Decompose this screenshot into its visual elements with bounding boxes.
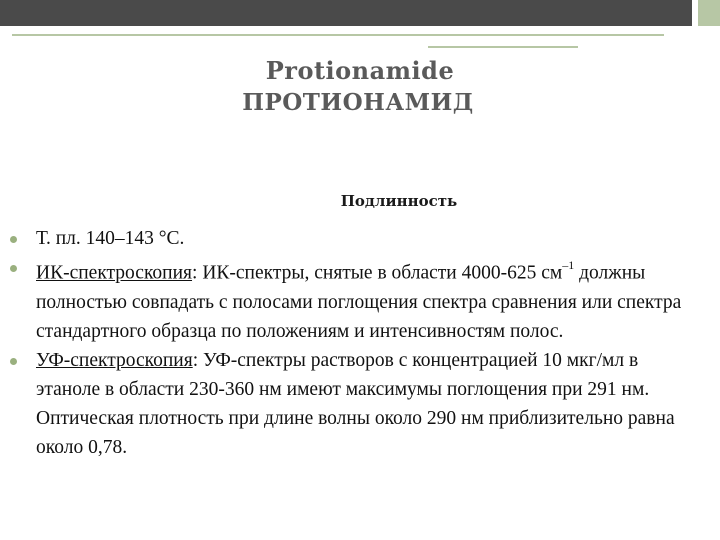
- bullet-list: [8, 224, 698, 462]
- title-russian: ПРОТИОНАМИД: [242, 89, 474, 116]
- section-heading: Подлинность: [340, 192, 458, 210]
- bullet-item: [8, 253, 698, 346]
- bullet-item: [8, 224, 698, 253]
- bullet-icon: [10, 358, 17, 365]
- bullet-text: : УФ-спектры растворов с концентрацией 10 мкг/мл в этаноле в области 230-360 нм имеют максимумы поглощения при 291 нм. Оптическая плотность при длине волны около 290 нм приблизительно равна около 0,78.: [36, 349, 675, 458]
- accent-line: [12, 34, 664, 36]
- bullet-term: УФ-спектроскопия: [36, 349, 193, 371]
- bullet-text: Т. пл. 140–143 °С.: [36, 228, 185, 249]
- title-english: Protionamide: [265, 56, 455, 85]
- top-bar: [0, 0, 698, 26]
- bullet-text: : ИК-спектры, снятые в области 4000-625 см: [192, 262, 563, 284]
- top-bar-accent: [698, 0, 720, 26]
- bullet-term: ИК-спектроскопия: [36, 262, 193, 284]
- bullet-icon: [10, 236, 17, 243]
- bullet-icon: [10, 265, 17, 272]
- bullet-text-continued: должны полностью совпадать с полосами поглощения спектра сравнения или спектра стандартного образца по положениям и интенсивностям полос.: [36, 262, 682, 342]
- bullet-item: [8, 346, 698, 462]
- accent-line-short: [428, 46, 578, 48]
- bullet-superscript: –1: [562, 258, 575, 272]
